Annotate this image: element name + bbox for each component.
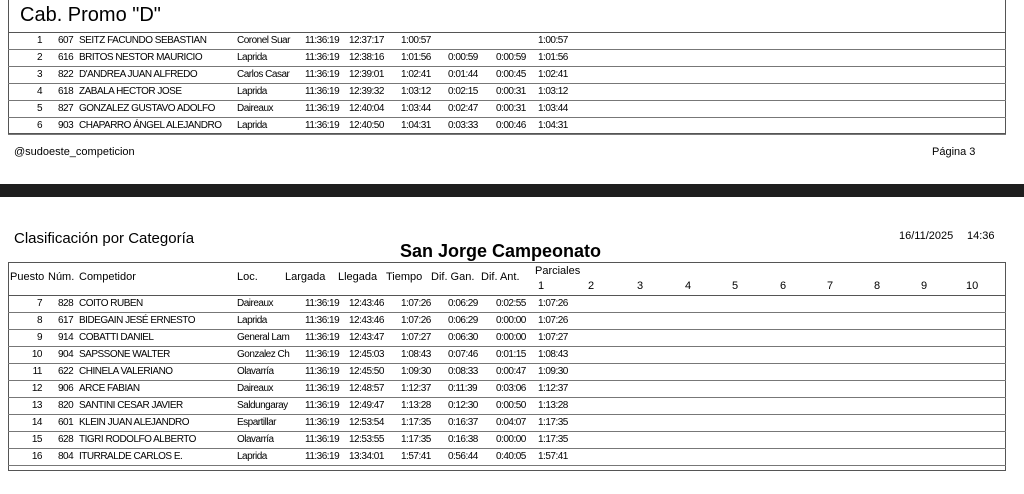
report-date: 16/11/2025 bbox=[899, 230, 954, 242]
cell-llegada: 12:53:54 bbox=[349, 417, 384, 428]
cell-tiempo: 1:02:41 bbox=[401, 69, 431, 80]
cell-dif-ant: 0:00:46 bbox=[496, 120, 526, 131]
cell-llegada: 12:39:01 bbox=[349, 69, 384, 80]
cell-competidor: TIGRI RODOLFO ALBERTO bbox=[79, 434, 196, 445]
header-parcial-2: 2 bbox=[588, 280, 595, 292]
cell-puesto: 8 bbox=[36, 315, 42, 326]
cell-num: 820 bbox=[58, 400, 74, 411]
cell-competidor: COBATTI DANIEL bbox=[79, 332, 154, 343]
row-divider bbox=[8, 66, 1006, 67]
cell-p1: 1:12:37 bbox=[538, 383, 568, 394]
cell-puesto: 10 bbox=[31, 349, 42, 360]
header-competidor: Competidor bbox=[79, 271, 136, 283]
cell-puesto: 1 bbox=[36, 35, 42, 46]
row-divider bbox=[8, 431, 1006, 432]
cell-tiempo: 1:12:37 bbox=[401, 383, 431, 394]
cell-p1: 1:07:26 bbox=[538, 298, 568, 309]
cell-competidor: SAPSSONE WALTER bbox=[79, 349, 170, 360]
cell-competidor: COITO RUBEN bbox=[79, 298, 143, 309]
cell-puesto: 15 bbox=[31, 434, 42, 445]
cell-num: 903 bbox=[58, 120, 74, 131]
cell-p1: 1:01:56 bbox=[538, 52, 568, 63]
cell-num: 914 bbox=[58, 332, 74, 343]
cell-competidor: CHINELA VALERIANO bbox=[79, 366, 173, 377]
cell-dif-gan: 0:01:44 bbox=[448, 69, 478, 80]
cell-num: 904 bbox=[58, 349, 74, 360]
cell-p1: 1:03:44 bbox=[538, 103, 568, 114]
cell-dif-ant: 0:01:15 bbox=[496, 349, 526, 360]
cell-p1: 1:07:27 bbox=[538, 332, 568, 343]
cell-num: 822 bbox=[58, 69, 74, 80]
cell-largada: 11:36:19 bbox=[305, 366, 340, 377]
cell-largada: 11:36:19 bbox=[305, 69, 340, 80]
cell-dif-ant: 0:00:50 bbox=[496, 400, 526, 411]
report-time: 14:36 bbox=[967, 230, 995, 242]
cell-dif-gan: 0:07:46 bbox=[448, 349, 478, 360]
cell-puesto: 3 bbox=[36, 69, 42, 80]
cell-dif-gan: 0:06:30 bbox=[448, 332, 478, 343]
cell-llegada: 12:38:16 bbox=[349, 52, 384, 63]
cell-tiempo: 1:07:27 bbox=[401, 332, 431, 343]
cell-llegada: 12:39:32 bbox=[349, 86, 384, 97]
cell-num: 618 bbox=[58, 86, 74, 97]
cell-tiempo: 1:00:57 bbox=[401, 35, 431, 46]
cell-tiempo: 1:09:30 bbox=[401, 366, 431, 377]
cell-p1: 1:04:31 bbox=[538, 120, 568, 131]
cell-p1: 1:00:57 bbox=[538, 35, 568, 46]
cell-dif-gan: 0:06:29 bbox=[448, 315, 478, 326]
cell-largada: 11:36:19 bbox=[305, 349, 340, 360]
header-parcial-8: 8 bbox=[874, 280, 881, 292]
row-divider bbox=[8, 49, 1006, 50]
cell-largada: 11:36:19 bbox=[305, 103, 340, 114]
cell-dif-gan: 0:16:37 bbox=[448, 417, 478, 428]
row-divider bbox=[8, 117, 1006, 118]
cell-loc: Saldungaray bbox=[237, 400, 288, 411]
row-divider bbox=[8, 414, 1006, 415]
header-dif-ant: Dif. Ant. bbox=[481, 271, 520, 283]
cell-dif-ant: 0:00:00 bbox=[496, 332, 526, 343]
event-title: San Jorge Campeonato bbox=[400, 241, 602, 261]
cell-llegada: 12:37:17 bbox=[349, 35, 384, 46]
header-parcial-3: 3 bbox=[637, 280, 644, 292]
row-divider bbox=[8, 329, 1006, 330]
cell-largada: 11:36:19 bbox=[305, 400, 340, 411]
cell-loc: Laprida bbox=[237, 451, 267, 462]
cell-largada: 11:36:19 bbox=[305, 417, 340, 428]
row-divider bbox=[8, 134, 1006, 135]
cell-dif-gan: 0:56:44 bbox=[448, 451, 478, 462]
row-divider bbox=[8, 100, 1006, 101]
cell-largada: 11:36:19 bbox=[305, 332, 340, 343]
cell-llegada: 12:43:46 bbox=[349, 298, 384, 309]
cell-largada: 11:36:19 bbox=[305, 451, 340, 462]
cell-puesto: 14 bbox=[31, 417, 42, 428]
cell-num: 607 bbox=[58, 35, 74, 46]
cell-tiempo: 1:17:35 bbox=[401, 434, 431, 445]
cell-tiempo: 1:03:12 bbox=[401, 86, 431, 97]
cell-dif-ant: 0:02:55 bbox=[496, 298, 526, 309]
cell-tiempo: 1:57:41 bbox=[401, 451, 431, 462]
cell-dif-gan: 0:02:47 bbox=[448, 103, 478, 114]
cell-puesto: 6 bbox=[36, 120, 42, 131]
header-parcial-7: 7 bbox=[827, 280, 834, 292]
cell-tiempo: 1:13:28 bbox=[401, 400, 431, 411]
header-dif-gan: Dif. Gan. bbox=[431, 271, 475, 283]
cell-competidor: CHAPARRO ÁNGEL ALEJANDRO bbox=[79, 120, 222, 131]
cell-dif-ant: 0:03:06 bbox=[496, 383, 526, 394]
cell-tiempo: 1:04:31 bbox=[401, 120, 431, 131]
row-divider bbox=[8, 346, 1006, 347]
cell-dif-gan: 0:08:33 bbox=[448, 366, 478, 377]
cell-dif-ant: 0:00:31 bbox=[496, 103, 526, 114]
cell-puesto: 16 bbox=[31, 451, 42, 462]
cell-p1: 1:02:41 bbox=[538, 69, 568, 80]
row-divider bbox=[8, 83, 1006, 84]
cell-tiempo: 1:07:26 bbox=[401, 315, 431, 326]
header-largada: Largada bbox=[285, 271, 326, 283]
cell-largada: 11:36:19 bbox=[305, 52, 340, 63]
header-parcial-4: 4 bbox=[685, 280, 692, 292]
cell-tiempo: 1:01:56 bbox=[401, 52, 431, 63]
cell-dif-gan: 0:00:59 bbox=[448, 52, 478, 63]
header-parcial-5: 5 bbox=[732, 280, 739, 292]
cell-competidor: GONZALEZ GUSTAVO ADOLFO bbox=[79, 103, 215, 114]
header-puesto: Puesto bbox=[10, 271, 45, 283]
cell-p1: 1:13:28 bbox=[538, 400, 568, 411]
header-parcial-1: 1 bbox=[538, 280, 545, 292]
cell-num: 827 bbox=[58, 103, 74, 114]
cell-p1: 1:03:12 bbox=[538, 86, 568, 97]
cell-dif-gan: 0:06:29 bbox=[448, 298, 478, 309]
header-divider bbox=[8, 295, 1006, 296]
cell-llegada: 12:40:04 bbox=[349, 103, 384, 114]
header-parcial-9: 9 bbox=[921, 280, 928, 292]
cell-num: 622 bbox=[58, 366, 74, 377]
cell-num: 601 bbox=[58, 417, 74, 428]
cell-largada: 11:36:19 bbox=[305, 35, 340, 46]
cell-p1: 1:17:35 bbox=[538, 417, 568, 428]
cell-puesto: 7 bbox=[36, 298, 42, 309]
cell-llegada: 12:43:47 bbox=[349, 332, 384, 343]
cell-loc: Coronel Suar bbox=[237, 35, 290, 46]
cell-dif-gan: 0:16:38 bbox=[448, 434, 478, 445]
cell-loc: Laprida bbox=[237, 86, 267, 97]
cell-llegada: 12:40:50 bbox=[349, 120, 384, 131]
cell-dif-ant: 0:40:05 bbox=[496, 451, 526, 462]
header-parcial-10: 10 bbox=[966, 280, 979, 292]
cell-dif-gan: 0:03:33 bbox=[448, 120, 478, 131]
cell-dif-ant: 0:00:31 bbox=[496, 86, 526, 97]
cell-competidor: ITURRALDE CARLOS E. bbox=[79, 451, 183, 462]
cell-largada: 11:36:19 bbox=[305, 86, 340, 97]
header-num: Núm. bbox=[48, 271, 75, 283]
row-divider bbox=[8, 363, 1006, 364]
category-divider bbox=[8, 32, 1006, 33]
cell-largada: 11:36:19 bbox=[305, 383, 340, 394]
cell-num: 804 bbox=[58, 451, 74, 462]
cell-puesto: 2 bbox=[36, 52, 42, 63]
row-divider bbox=[8, 397, 1006, 398]
cell-loc: Laprida bbox=[237, 120, 267, 131]
cell-p1: 1:07:26 bbox=[538, 315, 568, 326]
cell-largada: 11:36:19 bbox=[305, 120, 340, 131]
cell-puesto: 9 bbox=[36, 332, 42, 343]
cell-puesto: 12 bbox=[31, 383, 42, 394]
cell-competidor: KLEIN JUAN ALEJANDRO bbox=[79, 417, 190, 428]
cell-competidor: ARCE FABIAN bbox=[79, 383, 140, 394]
cell-competidor: ZABALA HECTOR JOSE bbox=[79, 86, 182, 97]
cell-tiempo: 1:08:43 bbox=[401, 349, 431, 360]
cell-dif-ant: 0:00:59 bbox=[496, 52, 526, 63]
cell-loc: General Lam bbox=[237, 332, 290, 343]
cell-llegada: 12:43:46 bbox=[349, 315, 384, 326]
cell-loc: Daireaux bbox=[237, 103, 274, 114]
cell-dif-ant: 0:00:00 bbox=[496, 315, 526, 326]
row-divider bbox=[8, 312, 1006, 313]
cell-competidor: SEITZ FACUNDO SEBASTIAN bbox=[79, 35, 207, 46]
cell-p1: 1:09:30 bbox=[538, 366, 568, 377]
page-number: Página 3 bbox=[932, 146, 976, 158]
cell-puesto: 11 bbox=[32, 366, 42, 377]
cell-loc: Espartillar bbox=[237, 417, 276, 428]
report-title: Clasificación por Categoría bbox=[14, 230, 195, 247]
cell-loc: Daireaux bbox=[237, 298, 274, 309]
page-break-bar bbox=[0, 184, 1024, 197]
cell-puesto: 13 bbox=[31, 400, 42, 411]
cell-tiempo: 1:03:44 bbox=[401, 103, 431, 114]
cell-num: 617 bbox=[58, 315, 74, 326]
cell-dif-gan: 0:12:30 bbox=[448, 400, 478, 411]
cell-loc: Laprida bbox=[237, 52, 267, 63]
cell-tiempo: 1:07:26 bbox=[401, 298, 431, 309]
header-loc: Loc. bbox=[237, 271, 258, 283]
footer-handle: @sudoeste_competicion bbox=[14, 146, 135, 158]
row-divider bbox=[8, 380, 1006, 381]
cell-dif-ant: 0:00:47 bbox=[496, 366, 526, 377]
cell-p1: 1:08:43 bbox=[538, 349, 568, 360]
cell-num: 616 bbox=[58, 52, 74, 63]
row-divider bbox=[8, 465, 1006, 466]
cell-num: 906 bbox=[58, 383, 74, 394]
cell-competidor: BRITOS NESTOR MAURICIO bbox=[79, 52, 203, 63]
cell-loc: Olavarría bbox=[237, 434, 274, 445]
cell-p1: 1:17:35 bbox=[538, 434, 568, 445]
category-title: Cab. Promo "D" bbox=[20, 4, 161, 26]
cell-puesto: 5 bbox=[36, 103, 42, 114]
cell-dif-ant: 0:00:45 bbox=[496, 69, 526, 80]
cell-llegada: 12:49:47 bbox=[349, 400, 384, 411]
cell-num: 828 bbox=[58, 298, 74, 309]
cell-p1: 1:57:41 bbox=[538, 451, 568, 462]
row-divider bbox=[8, 448, 1006, 449]
cell-dif-ant: 0:04:07 bbox=[496, 417, 526, 428]
header-parcial-6: 6 bbox=[780, 280, 787, 292]
cell-llegada: 12:48:57 bbox=[349, 383, 384, 394]
cell-competidor: BIDEGAIN JESÉ ERNESTO bbox=[79, 315, 196, 326]
cell-competidor: D'ANDREA JUAN ALFREDO bbox=[79, 69, 198, 80]
cell-loc: Olavarría bbox=[237, 366, 274, 377]
cell-puesto: 4 bbox=[36, 86, 42, 97]
header-llegada: Llegada bbox=[338, 271, 378, 283]
cell-competidor: SANTINI CESAR JAVIER bbox=[79, 400, 183, 411]
cell-dif-gan: 0:02:15 bbox=[448, 86, 478, 97]
cell-llegada: 13:34:01 bbox=[349, 451, 384, 462]
cell-dif-ant: 0:00:00 bbox=[496, 434, 526, 445]
cell-largada: 11:36:19 bbox=[305, 434, 340, 445]
cell-loc: Daireaux bbox=[237, 383, 274, 394]
cell-dif-gan: 0:11:39 bbox=[448, 383, 478, 394]
cell-num: 628 bbox=[58, 434, 74, 445]
cell-loc: Gonzalez Ch bbox=[237, 349, 290, 360]
cell-tiempo: 1:17:35 bbox=[401, 417, 431, 428]
header-tiempo: Tiempo bbox=[386, 271, 423, 283]
cell-llegada: 12:53:55 bbox=[349, 434, 384, 445]
cell-loc: Laprida bbox=[237, 315, 267, 326]
cell-largada: 11:36:19 bbox=[305, 298, 340, 309]
cell-largada: 11:36:19 bbox=[305, 315, 340, 326]
cell-llegada: 12:45:03 bbox=[349, 349, 384, 360]
cell-loc: Carlos Casar bbox=[237, 69, 290, 80]
header-parciales: Parciales bbox=[535, 265, 581, 277]
cell-llegada: 12:45:50 bbox=[349, 366, 384, 377]
